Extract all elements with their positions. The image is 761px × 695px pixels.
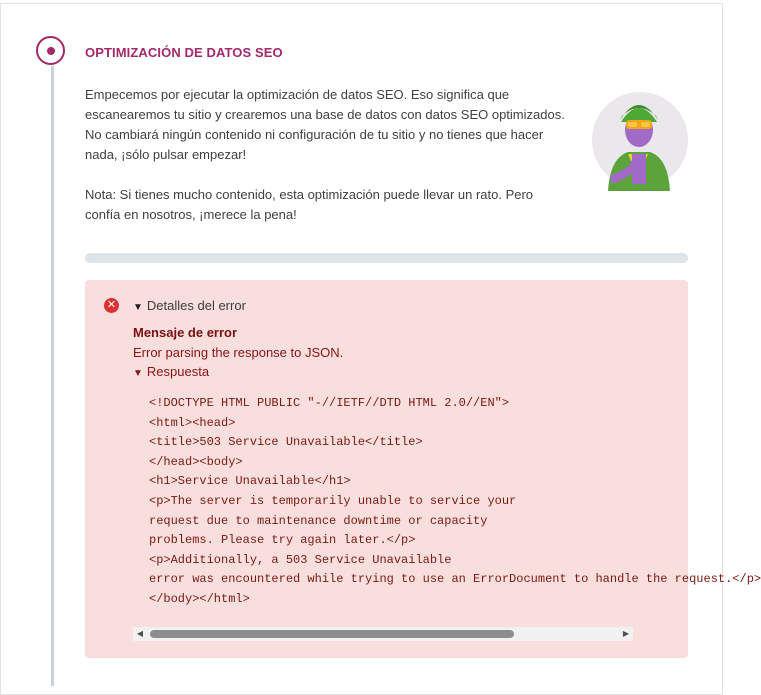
scrollbar-thumb[interactable] xyxy=(150,630,514,638)
step-indicator-dot xyxy=(47,47,55,55)
code-line: </body></html> xyxy=(149,591,250,606)
error-message-text: Error parsing the response to JSON. xyxy=(133,345,344,360)
error-message-heading: Mensaje de error xyxy=(133,325,238,340)
mascot-avatar-image xyxy=(590,88,690,193)
step-title: OPTIMIZACIÓN DE DATOS SEO xyxy=(85,45,283,60)
triangle-down-icon: ▼ xyxy=(133,302,143,313)
note-paragraph: Nota: Si tienes mucho contenido, esta optimización puede llevar un rato. Pero confía en nosotros, ¡merece la pena! xyxy=(85,187,534,222)
code-line: request due to maintenance downtime or capacity xyxy=(149,513,488,528)
step-description xyxy=(85,85,565,245)
code-line: <p>Additionally, a 503 Service Unavailable xyxy=(149,552,452,567)
code-line: <html><head> xyxy=(149,415,236,430)
error-x-icon: ✕ xyxy=(104,298,119,313)
code-line: <h1>Service Unavailable</h1> xyxy=(149,474,351,489)
code-line: <p>The server is temporarily unable to service your xyxy=(149,493,517,508)
progress-bar xyxy=(85,253,688,263)
error-details-toggle[interactable] xyxy=(133,298,246,313)
scroll-right-arrow-icon[interactable]: ▶ xyxy=(622,629,630,638)
response-code-block[interactable] xyxy=(133,394,761,626)
code-line: </head><body> xyxy=(149,454,243,469)
scroll-left-arrow-icon[interactable]: ◀ xyxy=(136,629,144,638)
horizontal-scrollbar[interactable] xyxy=(133,627,633,641)
response-toggle[interactable] xyxy=(133,364,209,379)
intro-paragraph: Empecemos por ejecutar la optimización de datos SEO. Eso significa que escanearemos tu sitio y crearemos una base de datos con datos SEO optimizados. No cambiará ningún contenido ni configuración de tu sitio y no tienes que hacer nada, ¡sólo pulsar empezar! xyxy=(85,87,565,162)
code-line: <!DOCTYPE HTML PUBLIC "-//IETF//DTD HTML 2.0//EN"> xyxy=(149,396,510,410)
triangle-down-icon: ▼ xyxy=(133,368,143,379)
response-label: Respuesta xyxy=(146,364,210,379)
error-details-label: Detalles del error xyxy=(146,298,246,313)
timeline-line xyxy=(51,66,54,686)
error-details-panel xyxy=(85,280,761,658)
code-line: problems. Please try again later.</p> xyxy=(149,533,416,548)
step-indicator-icon xyxy=(36,36,65,65)
code-line: error was encountered while trying to use an ErrorDocument to handle the request.</p> xyxy=(149,572,761,587)
code-line: <title>503 Service Unavailable</title> xyxy=(149,435,423,450)
